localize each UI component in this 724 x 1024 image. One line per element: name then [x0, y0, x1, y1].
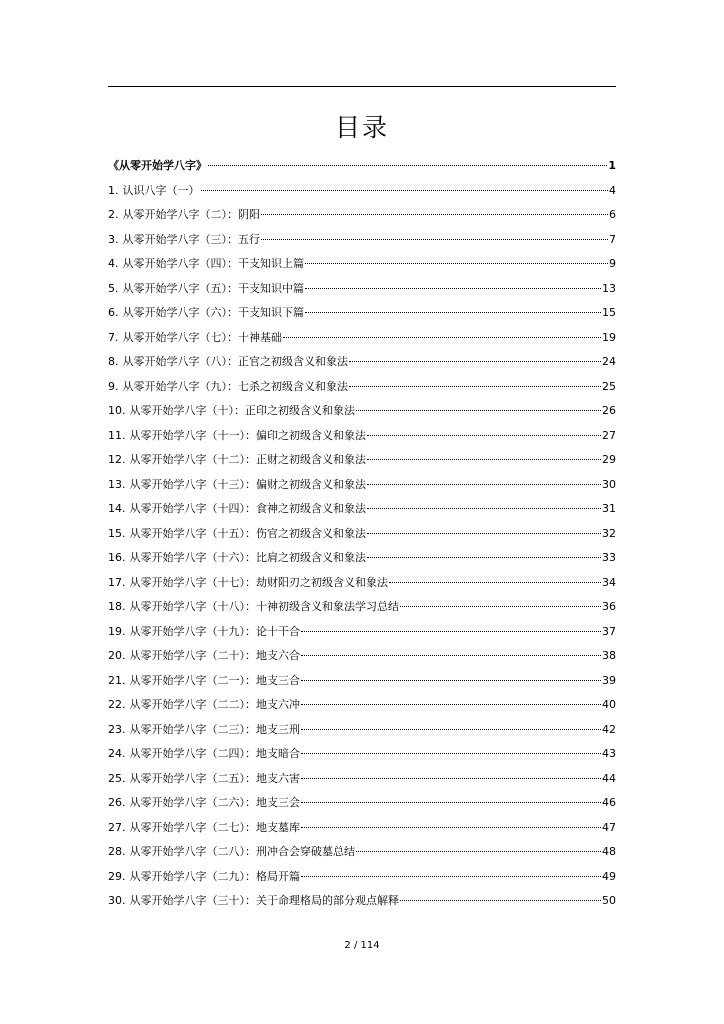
toc-entry-page: 4 — [609, 183, 616, 197]
toc-entry-title: 从零开始学八字（七）：十神基础 — [122, 330, 282, 344]
page-number: 2 / 114 — [344, 940, 380, 951]
toc-entry-page: 29 — [602, 453, 616, 466]
toc-entry-number: 9. — [108, 379, 119, 393]
toc-entry-title: 从零开始学八字（二五）：地支六害 — [129, 771, 300, 785]
toc-entry-number: 5. — [108, 281, 119, 295]
toc-entry[interactable] — [108, 154, 616, 179]
toc-entry-title: 从零开始学八字（十七）：劫财阳刃之初级含义和象法 — [129, 575, 388, 589]
toc-entry-page: 38 — [602, 649, 616, 662]
dot-leader — [367, 508, 601, 509]
toc-entry-title: 从零开始学八字（四）：干支知识上篇 — [122, 257, 304, 270]
toc-entry-title: 从零开始学八字（二七）：地支墓库 — [129, 820, 300, 834]
toc-entry[interactable] — [108, 473, 616, 498]
toc-entry[interactable] — [108, 693, 616, 718]
toc-entry-page: 13 — [602, 281, 616, 295]
dot-leader — [301, 778, 601, 779]
toc-entry[interactable] — [108, 840, 616, 865]
toc-entry[interactable] — [108, 228, 616, 253]
toc-entry-page: 36 — [602, 600, 616, 613]
toc-entry[interactable] — [108, 448, 616, 473]
toc-entry-title: 从零开始学八字（二二）：地支六冲 — [129, 698, 300, 711]
toc-entry[interactable] — [108, 546, 616, 571]
dot-leader — [356, 851, 601, 852]
toc-entry-number: 28. — [108, 845, 126, 858]
toc-entry-title: 从零开始学八字（五）：干支知识中篇 — [122, 281, 304, 295]
dot-leader — [400, 606, 601, 607]
dot-leader — [301, 827, 601, 828]
toc-entry[interactable] — [108, 252, 616, 277]
toc-entry-page: 24 — [602, 355, 616, 368]
toc-entry[interactable] — [108, 571, 616, 596]
dot-leader — [201, 190, 609, 191]
dot-leader — [349, 386, 601, 387]
dot-leader — [261, 214, 608, 215]
toc-entry-page: 30 — [602, 477, 616, 491]
toc-entry-number: 15. — [108, 526, 126, 540]
toc-entry-page: 1 — [608, 159, 616, 172]
toc-entry-number: 10. — [108, 404, 126, 417]
dot-leader — [301, 753, 601, 754]
toc-entry-title: 从零开始学八字（八）：正官之初级含义和象法 — [122, 355, 348, 368]
toc-entry[interactable] — [108, 277, 616, 302]
toc-entry-title: 从零开始学八字（二四）：地支暗合 — [129, 747, 300, 760]
toc-entry-page: 9 — [609, 257, 616, 270]
toc-entry-number: 20. — [108, 649, 126, 662]
toc-entry-page: 27 — [602, 428, 616, 442]
toc-entry[interactable] — [108, 350, 616, 375]
toc-entry-number: 3. — [108, 232, 119, 246]
toc-entry[interactable] — [108, 791, 616, 816]
toc-entry-title: 从零开始学八字（二八）：刑冲合会穿破墓总结 — [129, 845, 355, 858]
toc-entry-number: 11. — [108, 428, 126, 442]
toc-entry-title: 从零开始学八字（九）：七杀之初级含义和象法 — [122, 379, 348, 393]
toc-entry-page: 40 — [602, 698, 616, 711]
toc-entry-number: 1. — [108, 183, 119, 197]
toc-entry-title: 从零开始学八字（二十）：地支六合 — [129, 649, 300, 662]
toc-entry-number: 4. — [108, 257, 119, 270]
toc-entry-page: 33 — [602, 551, 616, 564]
dot-leader — [400, 900, 601, 901]
toc-entry[interactable] — [108, 718, 616, 743]
dot-leader — [367, 484, 601, 485]
toc-entry[interactable] — [108, 522, 616, 547]
toc-entry[interactable] — [108, 301, 616, 326]
toc-entry-page: 37 — [602, 624, 616, 638]
toc-entry[interactable] — [108, 767, 616, 792]
toc-entry[interactable] — [108, 375, 616, 400]
toc-entry-number: 23. — [108, 722, 126, 736]
toc-entry-page: 39 — [602, 673, 616, 687]
toc-entry-page: 25 — [602, 379, 616, 393]
toc-entry-title: 《从零开始学八字》 — [108, 159, 207, 172]
toc-entry[interactable] — [108, 203, 616, 228]
toc-entry-title: 从零开始学八字（十九）：论十干合 — [129, 624, 300, 638]
toc-entry-page: 47 — [602, 820, 616, 834]
toc-entry-number: 16. — [108, 551, 126, 564]
toc-entry-title: 从零开始学八字（二三）：地支三刑 — [129, 722, 300, 736]
dot-leader — [301, 802, 601, 803]
toc-entry-number: 24. — [108, 747, 126, 760]
toc-entry-page: 48 — [602, 845, 616, 858]
toc-entry-number: 30. — [108, 894, 126, 907]
toc-entry-page: 44 — [602, 771, 616, 785]
toc-entry[interactable] — [108, 889, 616, 914]
dot-leader — [208, 165, 607, 166]
toc-entry-title: 从零开始学八字（十三）：偏财之初级含义和象法 — [129, 477, 366, 491]
toc-entry-number: 26. — [108, 796, 126, 809]
toc-entry[interactable] — [108, 644, 616, 669]
toc-entry-page: 32 — [602, 526, 616, 540]
dot-leader — [356, 410, 601, 411]
dot-leader — [389, 582, 601, 583]
toc-entry[interactable] — [108, 424, 616, 449]
table-of-contents — [108, 154, 616, 914]
toc-entry[interactable] — [108, 669, 616, 694]
toc-entry-title: 从零开始学八字（二六）：地支三会 — [129, 796, 300, 809]
toc-entry-number: 2. — [108, 208, 119, 221]
toc-entry-title: 从零开始学八字（十八）：十神初级含义和象法学习总结 — [129, 600, 399, 613]
toc-entry-title: 从零开始学八字（三）：五行 — [122, 232, 260, 246]
toc-entry-number: 12. — [108, 453, 126, 466]
dot-leader — [301, 876, 601, 877]
dot-leader — [305, 288, 601, 289]
toc-entry[interactable] — [108, 399, 616, 424]
toc-entry-number: 22. — [108, 698, 126, 711]
toc-entry-page: 6 — [609, 208, 616, 221]
toc-entry-page: 49 — [602, 869, 616, 883]
toc-entry[interactable] — [108, 595, 616, 620]
toc-entry-title: 从零开始学八字（十四）：食神之初级含义和象法 — [129, 502, 366, 515]
toc-entry-number: 18. — [108, 600, 126, 613]
toc-entry-page: 15 — [602, 306, 616, 319]
toc-entry-page: 7 — [609, 232, 616, 246]
dot-leader — [367, 533, 601, 534]
toc-entry-number: 25. — [108, 771, 126, 785]
dot-leader — [367, 435, 601, 436]
dot-leader — [305, 312, 601, 313]
toc-entry-title: 认识八字（一） — [122, 183, 200, 197]
toc-entry-number: 14. — [108, 502, 126, 515]
toc-entry[interactable] — [108, 497, 616, 522]
toc-entry-number: 7. — [108, 330, 119, 344]
dot-leader — [367, 459, 601, 460]
dot-leader — [301, 631, 601, 632]
toc-entry-number: 6. — [108, 306, 119, 319]
dot-leader — [283, 337, 601, 338]
toc-entry[interactable] — [108, 816, 616, 841]
toc-entry-number: 27. — [108, 820, 126, 834]
toc-entry-title: 从零开始学八字（十二）：正财之初级含义和象法 — [129, 453, 366, 466]
toc-entry-title: 从零开始学八字（三十）：关于命理格局的部分观点解释 — [129, 894, 399, 907]
toc-entry-page: 34 — [602, 575, 616, 589]
page-title: 目录 — [334, 113, 389, 142]
dot-leader — [367, 557, 601, 558]
toc-entry-number: 8. — [108, 355, 119, 368]
toc-entry-title: 从零开始学八字（十）：正印之初级含义和象法 — [129, 404, 355, 417]
dot-leader — [305, 263, 608, 264]
toc-entry-page: 31 — [602, 502, 616, 515]
dot-leader — [349, 361, 601, 362]
toc-entry-title: 从零开始学八字（二九）：格局开篇 — [129, 869, 300, 883]
toc-entry-number: 21. — [108, 673, 126, 687]
toc-entry-page: 50 — [602, 894, 616, 907]
toc-entry-page: 42 — [602, 722, 616, 736]
toc-entry[interactable] — [108, 179, 616, 204]
toc-entry[interactable] — [108, 326, 616, 351]
toc-entry-title: 从零开始学八字（二一）：地支三合 — [129, 673, 300, 687]
toc-entry[interactable] — [108, 865, 616, 890]
toc-entry-page: 43 — [602, 747, 616, 760]
toc-entry-number: 29. — [108, 869, 126, 883]
dot-leader — [301, 655, 601, 656]
dot-leader — [301, 729, 601, 730]
toc-entry-page: 46 — [602, 796, 616, 809]
dot-leader — [301, 680, 601, 681]
toc-entry[interactable] — [108, 620, 616, 645]
toc-entry-number: 19. — [108, 624, 126, 638]
toc-entry-number: 13. — [108, 477, 126, 491]
toc-entry-number: 17. — [108, 575, 126, 589]
toc-entry[interactable] — [108, 742, 616, 767]
toc-entry-page: 19 — [602, 330, 616, 344]
toc-entry-title: 从零开始学八字（六）：干支知识下篇 — [122, 306, 304, 319]
toc-entry-title: 从零开始学八字（十五）：伤官之初级含义和象法 — [129, 526, 366, 540]
toc-entry-page: 26 — [602, 404, 616, 417]
toc-entry-title: 从零开始学八字（十六）：比肩之初级含义和象法 — [129, 551, 366, 564]
header-rule — [108, 86, 616, 87]
dot-leader — [301, 704, 601, 705]
dot-leader — [261, 239, 608, 240]
toc-entry-title: 从零开始学八字（二）：阴阳 — [122, 208, 260, 221]
toc-entry-title: 从零开始学八字（十一）：偏印之初级含义和象法 — [129, 428, 366, 442]
